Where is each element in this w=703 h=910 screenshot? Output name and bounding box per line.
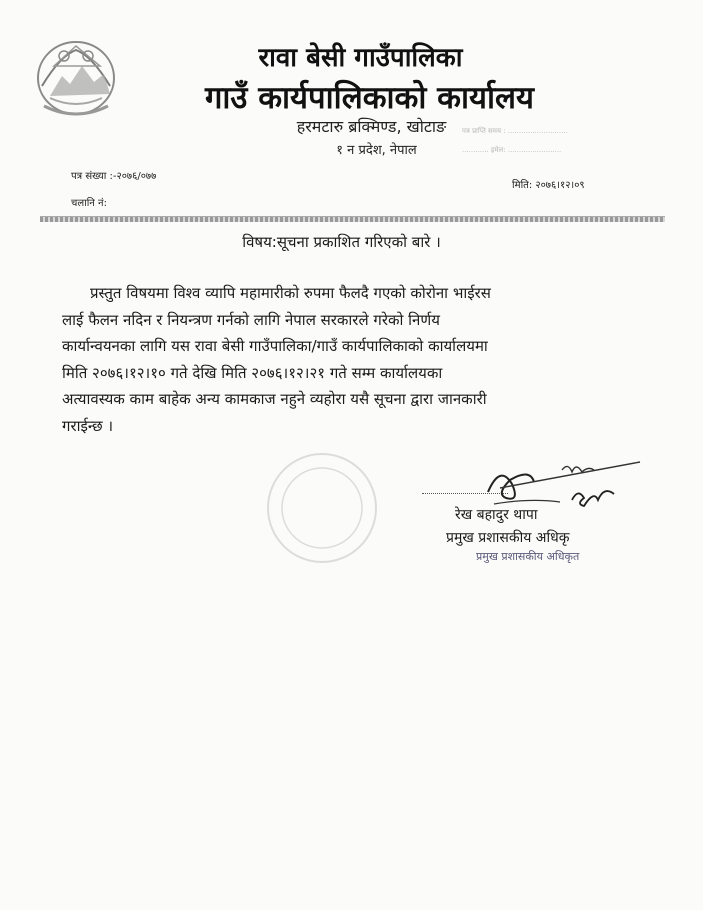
signatory-name: रेख बहादुर थापा	[455, 507, 538, 523]
notice-body	[62, 280, 630, 439]
body-line: गराईन्छ ।	[62, 416, 114, 435]
designation-stamp: प्रमुख प्रशासकीय अधिकृत	[476, 550, 580, 563]
body-line: लाई फैलन नदिन र नियन्त्रण गर्नको लागि नेपाल सरकारले गरेको निर्णय	[62, 310, 440, 329]
municipality-name: रावा बेसी गाउँपालिका	[258, 43, 463, 73]
body-line: कार्यान्वयनका लागि यस रावा बेसी गाउँपालिका/गाउँ कार्यपालिकाको कार्यालयमा	[62, 337, 488, 355]
header-divider	[40, 216, 665, 222]
faint-header-text-1: पत्र प्राप्ति समय : ...........................	[462, 127, 568, 135]
address-line-1: हरमटारु ब्रक्मिण्ड, खोटाङ	[296, 117, 447, 136]
letter-date: मिति: २०७६।१२।०९	[512, 180, 585, 191]
signatory-title: प्रमुख प्रशासकीय अधिकृ	[446, 530, 570, 546]
faint-header-text-2: ............ इमेल: ........................	[462, 146, 562, 154]
subject-line: विषय:सूचना प्रकाशित गरिएको बारे ।	[242, 233, 441, 251]
body-line: मिति २०७६।१२।१० गते देखि मिति २०७६।१२।२१ गते सम्म कार्यालयका	[62, 363, 443, 382]
office-name: गाउँ कार्यपालिकाको कार्यालय	[204, 80, 535, 116]
letter-number: पत्र संख्या :-२०७६/०७७	[71, 171, 157, 182]
office-stamp-watermark	[262, 448, 382, 568]
address-line-2: १ न प्रदेश, नेपाल	[336, 143, 417, 158]
body-line: अत्यावस्यक काम बाहेक अन्य कामकाज नहुने व्यहोरा यसै सूचना द्वारा जानकारी	[62, 390, 487, 408]
dispatch-number: चलानि नं:	[71, 198, 107, 209]
body-line: प्रस्तुत विषयमा विश्व व्यापि महामारीको रुपमा फैलदै गएको कोरोना भाईरस	[90, 284, 491, 302]
